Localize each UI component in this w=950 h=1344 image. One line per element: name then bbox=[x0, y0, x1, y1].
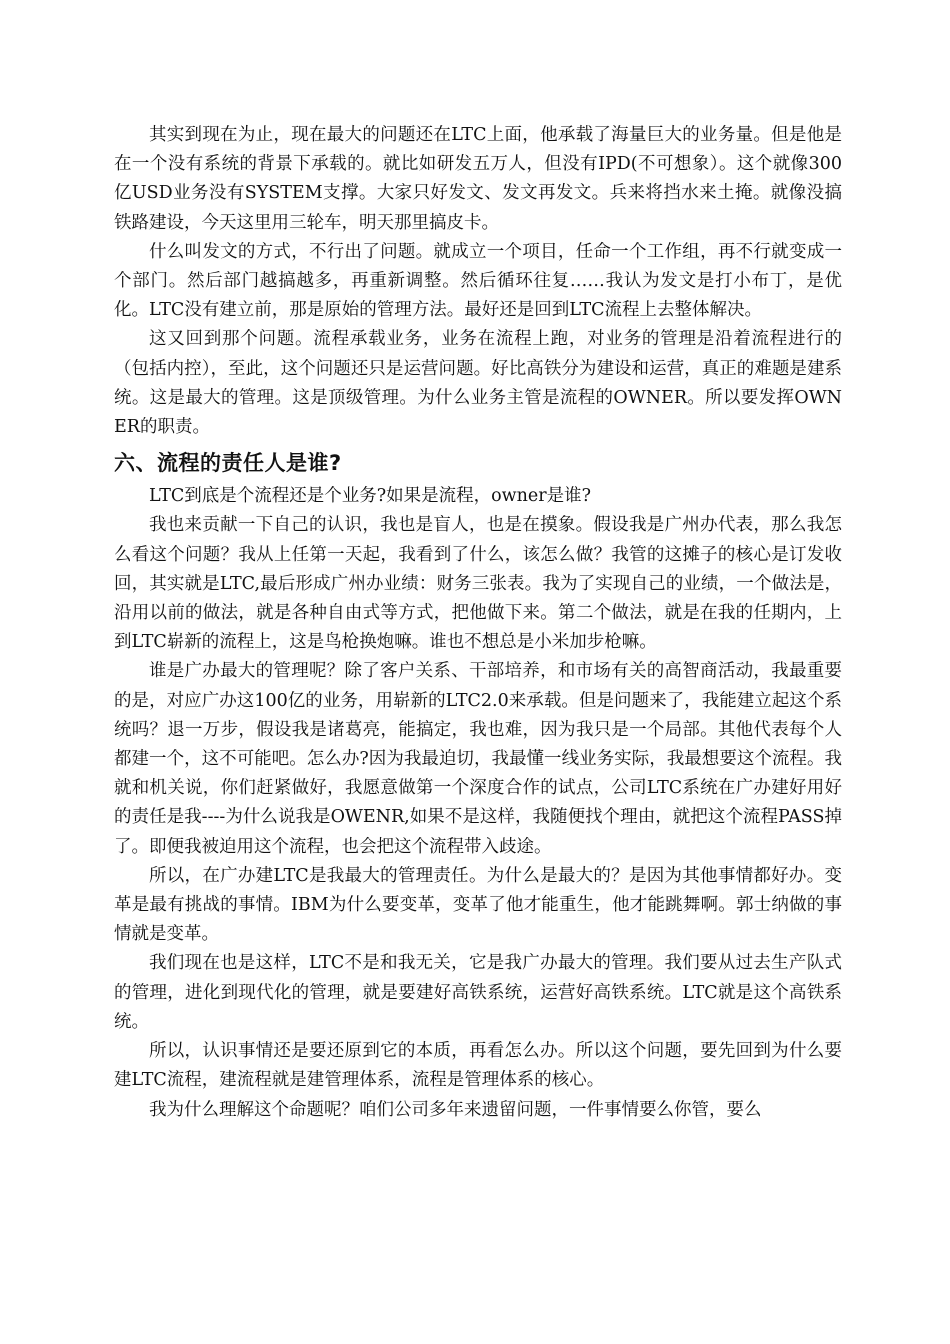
paragraph: 所以，在广办建LTC是我最大的管理责任。为什么是最大的？是因为其他事情都好办。变革是最有挑战的事情。IBM为什么要变革，变革了他才能重生，他才能跳舞啊。郭士纳做的事情就是变革。 bbox=[114, 865, 842, 945]
paragraph: 其实到现在为止，现在最大的问题还在LTC上面，他承载了海量巨大的业务量。但是他是在一个没有系统的背景下承载的。就比如研发五万人，但没有IPD(不可想象）。这个就像300亿USD业务没有SYSTEM支撑。大家只好发文、发文再发文。兵来将挡水来土掩。就像没搞铁路建设，今天这里用三轮车，明天那里搞皮卡。 bbox=[114, 125, 842, 233]
paragraph: 什么叫发文的方式，不行出了问题。就成立一个项目，任命一个工作组，再不行就变成一个部门。然后部门越搞越多，再重新调整。然后循环往复……我认为发文是打小布丁，是优化。LTC没有建立前，那是原始的管理方法。最好还是回到LTC流程上去整体解决。 bbox=[114, 241, 842, 321]
paragraph: LTC到底是个流程还是个业务?如果是流程，owner是谁? bbox=[149, 486, 592, 507]
paragraph: 我也来贡献一下自己的认识，我也是盲人，也是在摸象。假设我是广州办代表，那么我怎么看这个问题？我从上任第一天起，我看到了什么，该怎么做？我管的这摊子的核心是订发收回，其实就是LTC,最后形成广州办业绩：财务三张表。我为了实现自己的业绩，一个做法是，沿用以前的做法，就是各种自由式等方式，把他做下来。第二个做法，就是在我的任期内，上到LTC崭新的流程上，这是鸟枪换炮嘛。谁也不想总是小米加步枪嘛。 bbox=[114, 515, 842, 653]
paragraph: 这又回到那个问题。流程承载业务，业务在流程上跑，对业务的管理是沿着流程进行的（包括内控），至此，这个问题还只是运营问题。好比高铁分为建设和运营，真正的难题是建系统。这是最大的管理。这是顶级管理。为什么业务主管是流程的OWNER。所以要发挥OWNER的职责。 bbox=[114, 329, 842, 438]
paragraph: 我们现在也是这样，LTC不是和我无关，它是我广办最大的管理。我们要从过去生产队式的管理，进化到现代化的管理，就是要建好高铁系统，运营好高铁系统。LTC就是这个高铁系统。 bbox=[114, 953, 842, 1032]
paragraph: 我为什么理解这个命题呢？咱们公司多年来遗留问题，一件事情要么你管，要么 bbox=[149, 1099, 762, 1120]
document-page bbox=[114, 121, 842, 1125]
section-heading: 六、流程的责任人是谁? bbox=[114, 451, 342, 476]
paragraph: 所以，认识事情还是要还原到它的本质，再看怎么办。所以这个问题，要先回到为什么要建LTC流程，建流程就是建管理体系，流程是管理体系的核心。 bbox=[114, 1041, 842, 1091]
paragraph: 谁是广办最大的管理呢？除了客户关系、干部培养，和市场有关的高智商活动，我最重要的是，对应广办这100亿的业务，用崭新的LTC2.0来承载。但是问题来了，我能建立起这个系统吗？退一万步，假设我是诸葛亮，能搞定，我也难，因为我只是一个局部。其他代表每个人都建一个，这不可能吧。怎么办?因为我最迫切，我最懂一线业务实际，我最想要这个流程。我就和机关说，你们赶紧做好，我愿意做第一个深度合作的试点，公司LTC系统在广办建好用好的责任是我----为什么说我是OWENR,如果不是这样，我随便找个理由，就把这个流程PASS掉了。即便我被迫用这个流程，也会把这个流程带入歧途。 bbox=[114, 661, 842, 857]
